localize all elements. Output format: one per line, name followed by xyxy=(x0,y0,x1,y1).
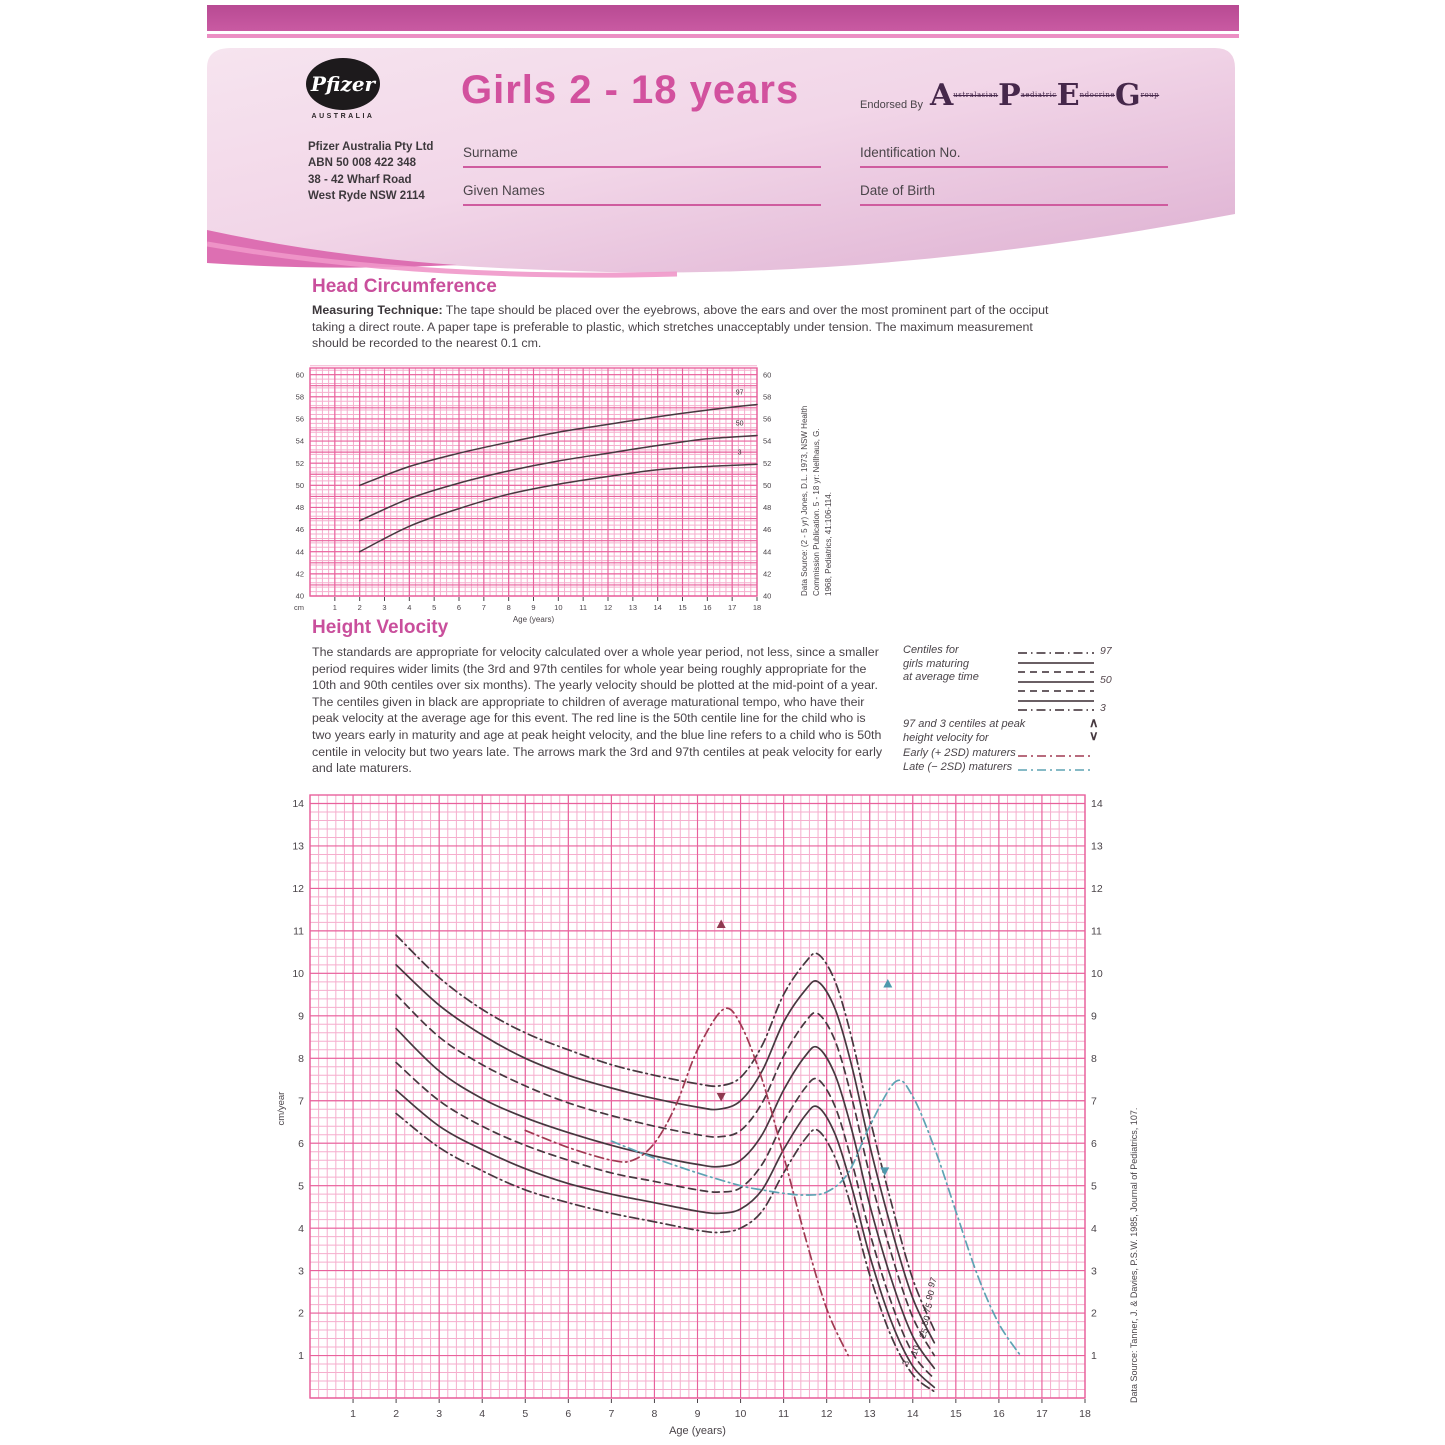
svg-text:18: 18 xyxy=(1079,1408,1091,1420)
svg-text:58: 58 xyxy=(295,392,304,402)
down-arrow-icon: ∨ xyxy=(1089,728,1099,743)
svg-text:10: 10 xyxy=(908,1343,922,1357)
legend-sample-50 xyxy=(1016,673,1112,686)
svg-text:44: 44 xyxy=(295,547,304,557)
svg-text:3: 3 xyxy=(382,603,387,612)
legend-sample-row4 xyxy=(1016,686,1111,694)
velocity-legend xyxy=(903,644,1163,779)
svg-text:7: 7 xyxy=(1091,1095,1097,1108)
svg-text:50: 50 xyxy=(295,480,304,490)
apeg-logo xyxy=(930,78,1159,113)
svg-text:Age (years): Age (years) xyxy=(669,1425,726,1437)
svg-text:2: 2 xyxy=(298,1307,304,1320)
svg-text:12: 12 xyxy=(820,1408,833,1420)
svg-text:3: 3 xyxy=(436,1408,443,1420)
svg-text:25: 25 xyxy=(917,1326,931,1340)
svg-text:1: 1 xyxy=(332,603,337,612)
data-source-line: 1968, Pediatrics, 41:106-114. xyxy=(824,492,833,596)
svg-text:1: 1 xyxy=(1091,1350,1097,1363)
svg-text:7: 7 xyxy=(608,1408,615,1420)
identification-label: Identification No. xyxy=(860,145,961,160)
svg-text:Age (years): Age (years) xyxy=(512,615,555,624)
svg-text:18: 18 xyxy=(752,603,762,612)
svg-text:14: 14 xyxy=(1091,798,1103,811)
address-line: West Ryde NSW 2114 xyxy=(308,189,425,202)
svg-text:12: 12 xyxy=(292,883,304,896)
svg-text:40: 40 xyxy=(295,591,304,601)
svg-text:13: 13 xyxy=(628,603,638,612)
svg-text:97: 97 xyxy=(925,1275,939,1289)
top-magenta-bar xyxy=(207,5,1239,31)
apeg-word: ndocrine xyxy=(1079,91,1115,99)
legend-peak-line: 97 and 3 centiles at peak xyxy=(903,718,1026,730)
top-pink-line xyxy=(207,34,1239,38)
svg-text:54: 54 xyxy=(763,436,772,446)
svg-text:12: 12 xyxy=(1091,883,1103,896)
svg-text:17: 17 xyxy=(727,603,737,612)
svg-text:50: 50 xyxy=(919,1314,933,1327)
svg-text:90: 90 xyxy=(923,1288,937,1302)
legend-late-label: Late (− 2SD) maturers xyxy=(903,761,1013,773)
svg-text:9: 9 xyxy=(1091,1010,1097,1023)
svg-text:16: 16 xyxy=(993,1408,1005,1420)
legend-sample-label: 97 xyxy=(1100,645,1112,657)
data-source-line: Data Source: (2 - 5 yr) Jones, D.L. 1973, NSW Health xyxy=(800,405,809,596)
pfizer-logo-oval xyxy=(306,58,380,110)
head-circumference-text xyxy=(312,302,1054,352)
svg-text:15: 15 xyxy=(949,1408,962,1420)
address-line: 38 - 42 Wharf Road xyxy=(308,173,412,186)
date-of-birth-label: Date of Birth xyxy=(860,183,936,198)
data-source-line: Commission Publication. 5 - 18 yr: Nellhaus, G. xyxy=(812,428,821,596)
apeg-word: ustralasian xyxy=(953,91,999,99)
svg-text:1: 1 xyxy=(350,1408,356,1420)
svg-text:4: 4 xyxy=(479,1408,486,1420)
svg-text:13: 13 xyxy=(863,1408,876,1420)
svg-text:10: 10 xyxy=(554,603,563,612)
apeg-letter-e: E xyxy=(1056,78,1080,113)
svg-text:12: 12 xyxy=(603,603,613,612)
svg-text:14: 14 xyxy=(292,798,304,811)
svg-text:58: 58 xyxy=(763,392,772,402)
svg-text:46: 46 xyxy=(763,525,772,535)
svg-text:8: 8 xyxy=(298,1052,304,1065)
svg-text:52: 52 xyxy=(763,458,772,468)
svg-text:52: 52 xyxy=(295,458,304,468)
apeg-word: roup xyxy=(1140,91,1160,99)
svg-text:2: 2 xyxy=(1091,1307,1097,1320)
svg-text:5: 5 xyxy=(522,1408,529,1420)
velocity-chart-data-source xyxy=(1128,1058,1140,1403)
apeg-letter-g: G xyxy=(1114,78,1141,113)
svg-text:10: 10 xyxy=(734,1408,747,1420)
date-of-birth-field-line[interactable] xyxy=(860,204,1168,206)
svg-text:8: 8 xyxy=(1091,1052,1097,1065)
svg-text:5: 5 xyxy=(432,603,437,612)
svg-text:9: 9 xyxy=(694,1408,701,1420)
svg-text:cm/year: cm/year xyxy=(276,1091,287,1126)
svg-text:3: 3 xyxy=(1091,1265,1097,1278)
legend-early-line-sample xyxy=(1016,752,1096,760)
svg-text:6: 6 xyxy=(298,1137,304,1150)
svg-text:54: 54 xyxy=(295,436,304,446)
svg-text:11: 11 xyxy=(1091,925,1102,938)
svg-text:50: 50 xyxy=(735,420,744,428)
legend-sample-label: 3 xyxy=(1100,702,1106,714)
legend-late-line-sample xyxy=(1016,766,1096,774)
svg-text:9: 9 xyxy=(531,603,536,612)
legend-sample-row2 xyxy=(1016,667,1111,675)
legend-centiles-line: Centiles for xyxy=(903,644,959,656)
svg-text:42: 42 xyxy=(763,569,772,579)
surname-field-line[interactable] xyxy=(463,166,821,168)
svg-text:7: 7 xyxy=(481,603,486,612)
legend-sample-label: 50 xyxy=(1100,673,1112,686)
identification-field-line[interactable] xyxy=(860,166,1168,168)
legend-centiles-line: girls maturing xyxy=(903,657,970,670)
measuring-technique-label: Measuring Technique: xyxy=(312,303,443,317)
svg-text:11: 11 xyxy=(778,1408,790,1420)
height-velocity-heading: Height Velocity xyxy=(312,617,449,638)
svg-text:9: 9 xyxy=(298,1010,304,1023)
svg-text:6: 6 xyxy=(565,1408,572,1420)
apeg-word: aediatric xyxy=(1020,91,1057,99)
legend-sample-97 xyxy=(1016,645,1112,657)
legend-sample-row5 xyxy=(1016,696,1111,704)
svg-text:3: 3 xyxy=(737,449,742,457)
pfizer-logo-text: Pfizer xyxy=(310,72,376,96)
svg-text:40: 40 xyxy=(763,591,772,601)
head-circumference-heading: Head Circumference xyxy=(312,276,497,297)
address-line: Pfizer Australia Pty Ltd xyxy=(308,141,434,153)
svg-text:97: 97 xyxy=(735,389,744,397)
svg-text:14: 14 xyxy=(906,1408,919,1420)
surname-label: Surname xyxy=(463,145,518,160)
svg-text:11: 11 xyxy=(293,925,304,938)
svg-text:60: 60 xyxy=(763,370,772,380)
legend-early-label: Early (+ 2SD) maturers xyxy=(903,747,1016,759)
svg-text:1: 1 xyxy=(298,1350,304,1363)
svg-text:17: 17 xyxy=(1036,1408,1048,1420)
svg-text:4: 4 xyxy=(298,1222,304,1235)
svg-text:48: 48 xyxy=(295,503,304,513)
svg-text:60: 60 xyxy=(295,370,304,380)
svg-text:2: 2 xyxy=(393,1408,400,1420)
svg-text:10: 10 xyxy=(292,968,304,981)
svg-text:4: 4 xyxy=(407,603,412,612)
svg-text:10: 10 xyxy=(1091,968,1103,981)
svg-text:56: 56 xyxy=(763,414,772,424)
svg-text:46: 46 xyxy=(295,525,304,535)
head-chart-data-source xyxy=(799,368,835,596)
endorsed-by-label: Endorsed By xyxy=(860,99,923,111)
head-circumference-chart xyxy=(270,360,870,626)
given-names-label: Given Names xyxy=(463,183,545,198)
svg-text:48: 48 xyxy=(763,503,772,513)
height-velocity-text: The standards are appropriate for velocity calculated over a whole year period, not less, since a smaller period requires wider limits (the 3rd and 97th centiles for whole year being roughly appropriate for the 10th and 90th centiles over six months). The yearly velocity should be plotted at the mid-point of a year. The centiles given in black are appropriate to children of average maturational tempo, who have their peak velocity at the average age for this event. The red line is the 50th centile line for the child who is two years early in maturity and age at peak height velocity, and the blue line refers to a child who is 50th centile in velocity but two years late. The arrows mark the 3rd and 97th centiles at peak velocity for early and late maturers. xyxy=(312,645,883,776)
svg-text:56: 56 xyxy=(295,414,304,424)
svg-text:3: 3 xyxy=(900,1358,912,1368)
pfizer-logo xyxy=(306,58,380,120)
svg-text:11: 11 xyxy=(579,603,588,612)
svg-text:15: 15 xyxy=(678,603,687,612)
svg-text:5: 5 xyxy=(1091,1180,1097,1193)
svg-text:13: 13 xyxy=(292,840,304,853)
pfizer-logo-subtext: AUSTRALIA xyxy=(311,113,375,120)
page-title: Girls 2 - 18 years xyxy=(461,68,800,112)
apeg-letter-p: P xyxy=(998,78,1021,113)
given-names-field-line[interactable] xyxy=(463,204,821,206)
legend-peak-line: height velocity for xyxy=(903,732,989,744)
svg-text:8: 8 xyxy=(651,1408,658,1420)
up-arrow-icon: ∧ xyxy=(1089,715,1099,730)
svg-text:3: 3 xyxy=(298,1265,304,1278)
svg-text:50: 50 xyxy=(763,480,772,490)
legend-sample-row1 xyxy=(1016,658,1111,666)
svg-text:4: 4 xyxy=(1091,1222,1097,1235)
address-line: ABN 50 008 422 348 xyxy=(308,157,417,170)
svg-text:cm: cm xyxy=(294,603,304,612)
svg-text:16: 16 xyxy=(703,603,712,612)
svg-text:5: 5 xyxy=(298,1180,304,1193)
svg-text:6: 6 xyxy=(1091,1137,1097,1150)
svg-text:7: 7 xyxy=(298,1095,304,1108)
svg-text:14: 14 xyxy=(653,603,662,612)
svg-text:75: 75 xyxy=(921,1301,935,1315)
svg-text:13: 13 xyxy=(1091,840,1103,853)
svg-text:44: 44 xyxy=(763,547,772,557)
data-source-line: Data Source: Tanner, J. & Davies, P.S.W. 1985, Journal of Pediatrics, 107. xyxy=(1129,1107,1139,1403)
measuring-technique-body: The tape should be placed over the eyebrows, above the ears and over the most prominent part of the occiput taking a direct route. A paper tape is preferable to plastic, which stretches unacceptably under tension. The maximum measurement should be recorded to the nearest 0.1 cm. xyxy=(312,303,1049,351)
svg-text:8: 8 xyxy=(506,603,511,612)
svg-text:42: 42 xyxy=(295,569,304,579)
svg-text:2: 2 xyxy=(357,603,362,612)
legend-centiles-line: at average time xyxy=(903,671,979,683)
company-address xyxy=(308,139,433,204)
legend-sample-3 xyxy=(1016,702,1111,714)
height-velocity-chart xyxy=(270,780,1175,1442)
apeg-letter-a: A xyxy=(930,78,954,113)
svg-text:6: 6 xyxy=(456,603,462,612)
